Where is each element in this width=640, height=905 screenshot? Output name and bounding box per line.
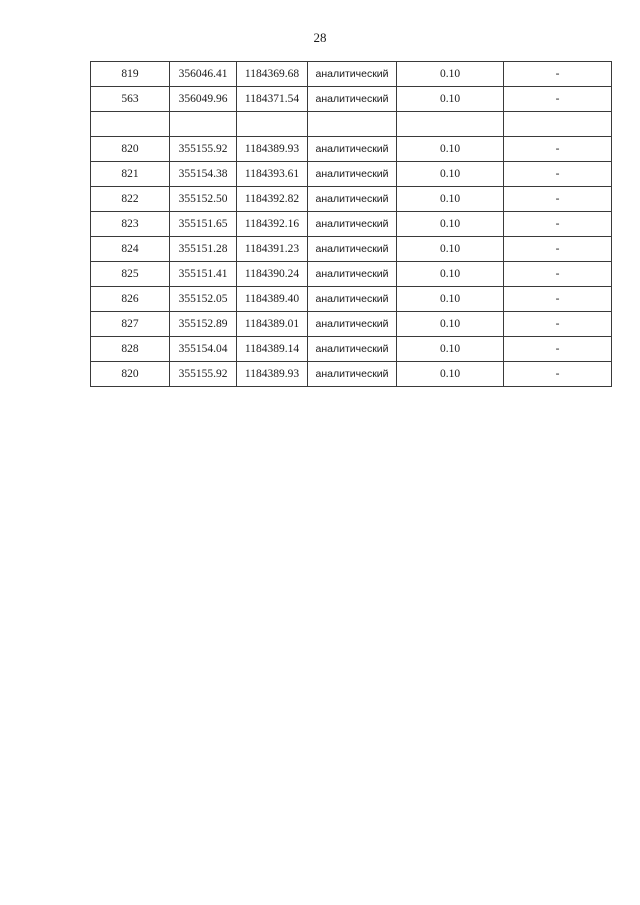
method-cell: аналитический	[308, 237, 397, 262]
table-row	[91, 237, 612, 262]
description-cell: -	[504, 162, 612, 187]
description-cell: -	[504, 362, 612, 387]
y-coordinate-cell: 1184369.68	[237, 62, 308, 87]
accuracy-cell: 0.10	[397, 162, 504, 187]
description-cell: -	[504, 187, 612, 212]
coordinates-table-body	[91, 62, 612, 387]
x-coordinate-cell: 355152.50	[170, 187, 237, 212]
point-number-cell: 821	[91, 162, 170, 187]
method-cell: аналитический	[308, 137, 397, 162]
method-cell: аналитический	[308, 362, 397, 387]
description-cell: -	[504, 262, 612, 287]
description-cell	[504, 112, 612, 137]
accuracy-cell: 0.10	[397, 237, 504, 262]
point-number-cell: 828	[91, 337, 170, 362]
accuracy-cell: 0.10	[397, 337, 504, 362]
description-cell: -	[504, 312, 612, 337]
table-row	[91, 87, 612, 112]
x-coordinate-cell: 355154.04	[170, 337, 237, 362]
y-coordinate-cell: 1184389.01	[237, 312, 308, 337]
x-coordinate-cell: 356049.96	[170, 87, 237, 112]
description-cell: -	[504, 212, 612, 237]
y-coordinate-cell: 1184392.16	[237, 212, 308, 237]
method-cell	[308, 112, 397, 137]
y-coordinate-cell: 1184371.54	[237, 87, 308, 112]
table-row	[91, 362, 612, 387]
point-number-cell: 820	[91, 137, 170, 162]
table-row	[91, 212, 612, 237]
accuracy-cell: 0.10	[397, 362, 504, 387]
table-row	[91, 287, 612, 312]
point-number-cell: 826	[91, 287, 170, 312]
table-row	[91, 137, 612, 162]
y-coordinate-cell: 1184392.82	[237, 187, 308, 212]
coordinates-table	[90, 61, 612, 387]
method-cell: аналитический	[308, 212, 397, 237]
method-cell: аналитический	[308, 262, 397, 287]
y-coordinate-cell: 1184389.14	[237, 337, 308, 362]
point-number-cell: 825	[91, 262, 170, 287]
table-row	[91, 312, 612, 337]
description-cell: -	[504, 87, 612, 112]
point-number-cell: 563	[91, 87, 170, 112]
table-row	[91, 162, 612, 187]
y-coordinate-cell	[237, 112, 308, 137]
description-cell: -	[504, 62, 612, 87]
accuracy-cell: 0.10	[397, 212, 504, 237]
x-coordinate-cell: 356046.41	[170, 62, 237, 87]
x-coordinate-cell	[170, 112, 237, 137]
point-number-cell: 820	[91, 362, 170, 387]
accuracy-cell: 0.10	[397, 137, 504, 162]
x-coordinate-cell: 355152.89	[170, 312, 237, 337]
point-number-cell: 819	[91, 62, 170, 87]
x-coordinate-cell: 355154.38	[170, 162, 237, 187]
point-number-cell: 824	[91, 237, 170, 262]
table-row	[91, 337, 612, 362]
x-coordinate-cell: 355155.92	[170, 137, 237, 162]
y-coordinate-cell: 1184390.24	[237, 262, 308, 287]
table-row	[91, 187, 612, 212]
method-cell: аналитический	[308, 162, 397, 187]
y-coordinate-cell: 1184389.93	[237, 137, 308, 162]
description-cell: -	[504, 137, 612, 162]
point-number-cell	[91, 112, 170, 137]
y-coordinate-cell: 1184389.40	[237, 287, 308, 312]
table-row	[91, 62, 612, 87]
x-coordinate-cell: 355151.28	[170, 237, 237, 262]
y-coordinate-cell: 1184391.23	[237, 237, 308, 262]
description-cell: -	[504, 287, 612, 312]
description-cell: -	[504, 237, 612, 262]
method-cell: аналитический	[308, 187, 397, 212]
x-coordinate-cell: 355155.92	[170, 362, 237, 387]
table-row	[91, 262, 612, 287]
method-cell: аналитический	[308, 337, 397, 362]
accuracy-cell: 0.10	[397, 262, 504, 287]
x-coordinate-cell: 355152.05	[170, 287, 237, 312]
accuracy-cell: 0.10	[397, 187, 504, 212]
method-cell: аналитический	[308, 287, 397, 312]
accuracy-cell: 0.10	[397, 87, 504, 112]
accuracy-cell	[397, 112, 504, 137]
x-coordinate-cell: 355151.41	[170, 262, 237, 287]
point-number-cell: 827	[91, 312, 170, 337]
method-cell: аналитический	[308, 62, 397, 87]
accuracy-cell: 0.10	[397, 62, 504, 87]
accuracy-cell: 0.10	[397, 312, 504, 337]
point-number-cell: 822	[91, 187, 170, 212]
method-cell: аналитический	[308, 312, 397, 337]
y-coordinate-cell: 1184393.61	[237, 162, 308, 187]
point-number-cell: 823	[91, 212, 170, 237]
description-cell: -	[504, 337, 612, 362]
x-coordinate-cell: 355151.65	[170, 212, 237, 237]
method-cell: аналитический	[308, 87, 397, 112]
page-number: 28	[313, 30, 327, 45]
table-row	[91, 112, 612, 137]
y-coordinate-cell: 1184389.93	[237, 362, 308, 387]
accuracy-cell: 0.10	[397, 287, 504, 312]
